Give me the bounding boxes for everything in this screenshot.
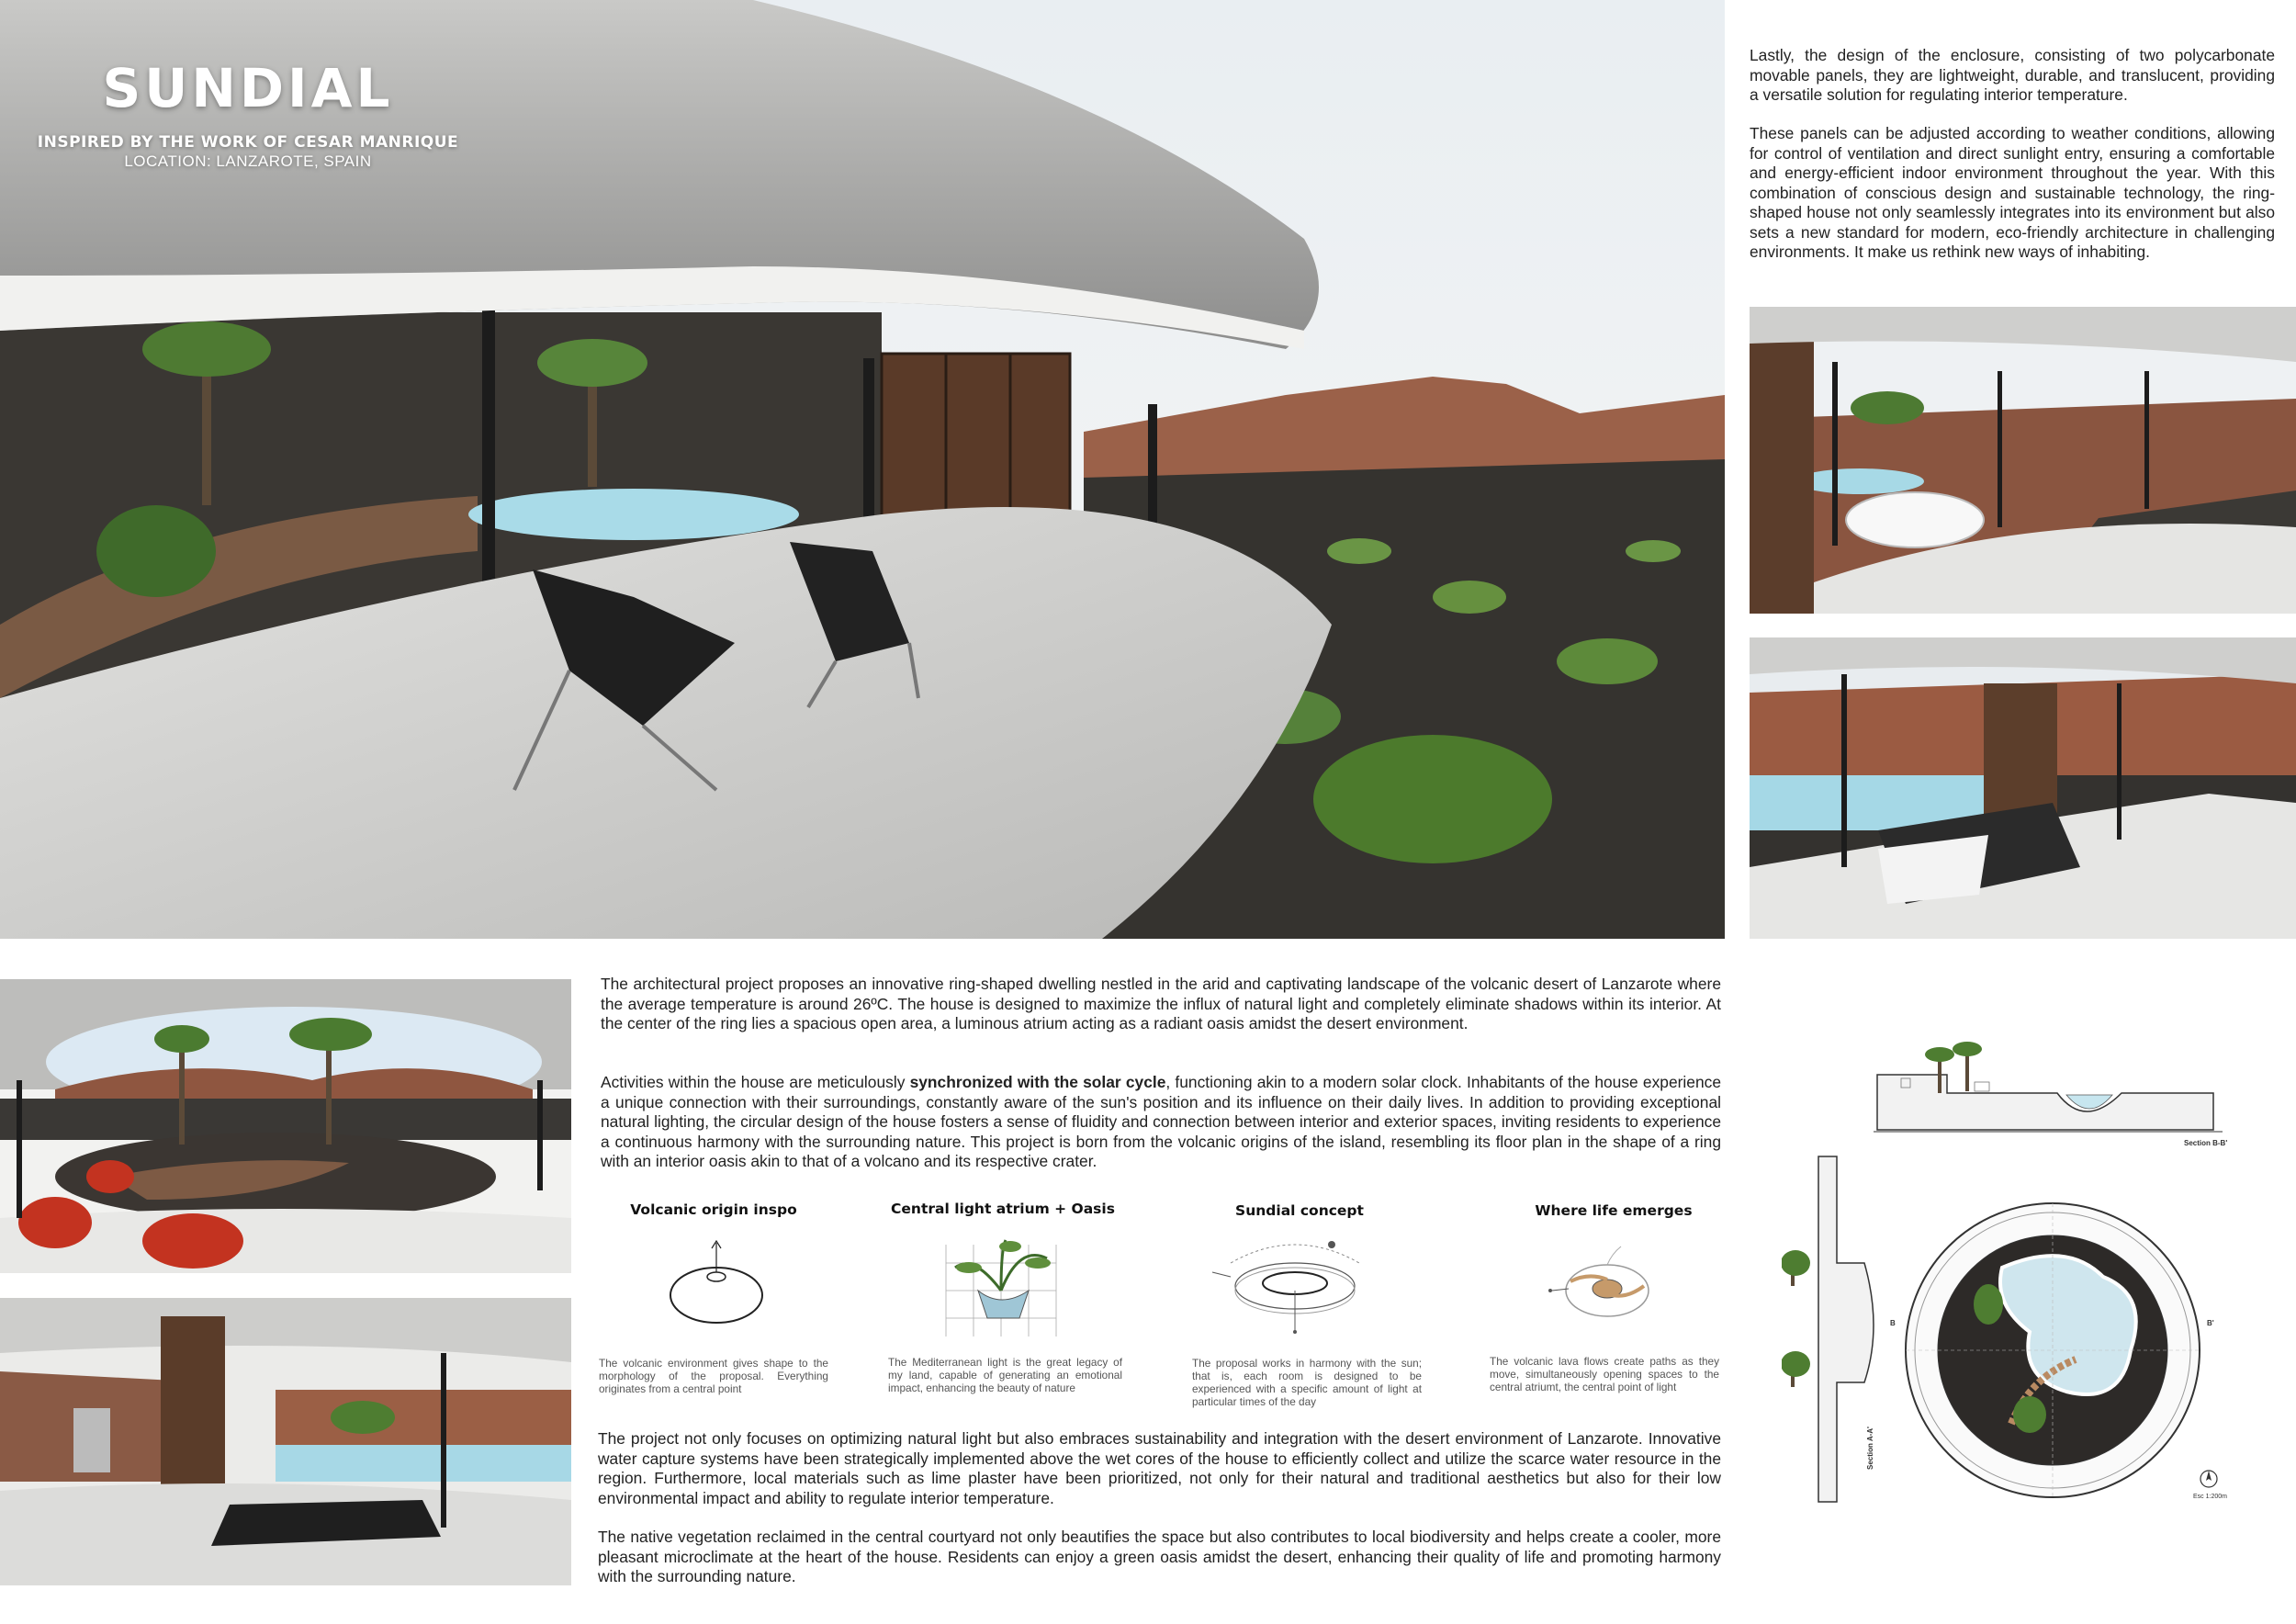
solar-cycle-text-end: , functioning akin to a modern solar clock. Inhabitants of the house experience a unique connection with their surroundings, constantly aware of the sun's position and its influence on their daily lives. In addition to providing exceptional natural lighting, the circular design of the house fosters a sense of fluidity and connection between interior and exterior spaces, inviting residents to experience a continuous harmony with the surrounding nature. This project is born from the volcanic origins of the island, resembling its floor plan in the shape of a ring with an interior oasis akin to that of a volcano and its respective crater.	[601, 1073, 1721, 1170]
project-location: LOCATION: LANZAROTE, SPAIN	[124, 152, 372, 170]
concept-title-volcanic: Volcanic origin inspo	[630, 1201, 797, 1218]
floor-plan-drawing	[1901, 1194, 2204, 1506]
bathroom-render-graphic	[1750, 307, 2296, 614]
dining-render-graphic	[0, 1298, 571, 1585]
bedroom-render-image	[1750, 637, 2296, 939]
section-aa-label: Section A-A'	[1866, 1427, 1874, 1470]
vegetation-paragraph: The native vegetation reclaimed in the central courtyard not only beautifies the space but also contributes to local biodiversity and helps create a cooler, more pleasant microclimate at the heart of the house. Residents can enjoy a green oasis amidst the desert, enhancing their quality of life and promoting harmony with the surrounding nature.	[598, 1528, 1721, 1585]
concept-title-atrium: Central light atrium + Oasis	[891, 1201, 1115, 1217]
section-bb-label: Section B-B'	[2184, 1139, 2228, 1147]
solar-cycle-paragraph	[601, 1073, 1721, 1172]
intro-paragraph: The architectural project proposes an innovative ring-shaped dwelling nestled in the arid and captivating landscape of the volcanic desert of Lanzarote where the average temperature is around 26ºC. The house is designed to maximize the influx of natural light and completely eliminate shadows within its interior. At the center of the ring lies a spacious open area, a luminous atrium acting as a radiant oasis amidst the desert environment.	[601, 975, 1721, 1032]
concept-text-life: The volcanic lava flows create paths as they move, simultaneously opening spaces to the central atriumt, the central point of light	[1490, 1355, 1719, 1393]
north-arrow-icon	[2198, 1468, 2220, 1490]
sustainability-paragraph: The project not only focuses on optimizing natural light but also embraces sustainability and integration with the desert environment of Lanzarote. Innovative water capture systems have been strategically implemented above the wet cores of the house to efficiently collect and utilize the scarce water resource in the region. Furthermore, local materials such as lime plaster have been prioritized, not only for their natural and traditional aesthetics but also for their low environmental impact and ability to regulate interior temperature.	[598, 1429, 1721, 1507]
plan-mark-b-right: B'	[2207, 1319, 2214, 1327]
sundial-concept-diagram	[1203, 1226, 1378, 1341]
concept-title-life: Where life emerges	[1535, 1202, 1693, 1219]
life-emerges-diagram	[1534, 1235, 1671, 1336]
volcanic-origin-diagram	[657, 1235, 776, 1336]
enclosure-paragraph: Lastly, the design of the enclosure, consisting of two polycarbonate movable panels, they are lightweight, durable, and translucent, providing a versatile solution for regulating interior temperature.	[1750, 46, 2275, 104]
solar-cycle-text-start: Activities within the house are meticulously	[601, 1073, 910, 1091]
section-bb-drawing	[1874, 1038, 2223, 1148]
concept-text-volcanic: The volcanic environment gives shape to the morphology of the proposal. Everything originates from a central point	[599, 1357, 828, 1395]
scale-label: Esc 1:200m	[2193, 1494, 2227, 1500]
panels-paragraph: These panels can be adjusted according to weather conditions, allowing for control of ventilation and direct sunlight entry, ensuring a comfortable and energy-efficient indoor environment throughout the year. With this combination of conscious design and sustainable technology, the ring-shaped house not only seamlessly integrates into its environment but also sets a new standard for modern, eco-friendly architecture in challenging environments. It make us rethink new ways of inhabiting.	[1750, 124, 2275, 261]
concept-title-sundial: Sundial concept	[1235, 1202, 1364, 1219]
dining-render-image	[0, 1298, 571, 1585]
solar-cycle-bold: synchronized with the solar cycle	[909, 1073, 1166, 1091]
project-title: SUNDIAL	[102, 57, 394, 119]
bathroom-render-image	[1750, 307, 2296, 614]
concept-text-atrium: The Mediterranean light is the great legacy of my land, capable of generating an emotional impact, enhancing the beauty of nature	[888, 1356, 1122, 1394]
concept-text-sundial: The proposal works in harmony with the sun; that is, each room is designed to be experienced with a specific amount of light at particular times of the day	[1192, 1357, 1422, 1408]
atrium-render-image	[0, 979, 571, 1273]
bedroom-render-graphic	[1750, 637, 2296, 939]
project-subtitle: INSPIRED BY THE WORK OF CESAR MANRIQUE	[37, 133, 459, 152]
light-atrium-diagram	[937, 1226, 1065, 1341]
atrium-render-graphic	[0, 979, 571, 1273]
plan-mark-b-left: B	[1890, 1319, 1896, 1327]
